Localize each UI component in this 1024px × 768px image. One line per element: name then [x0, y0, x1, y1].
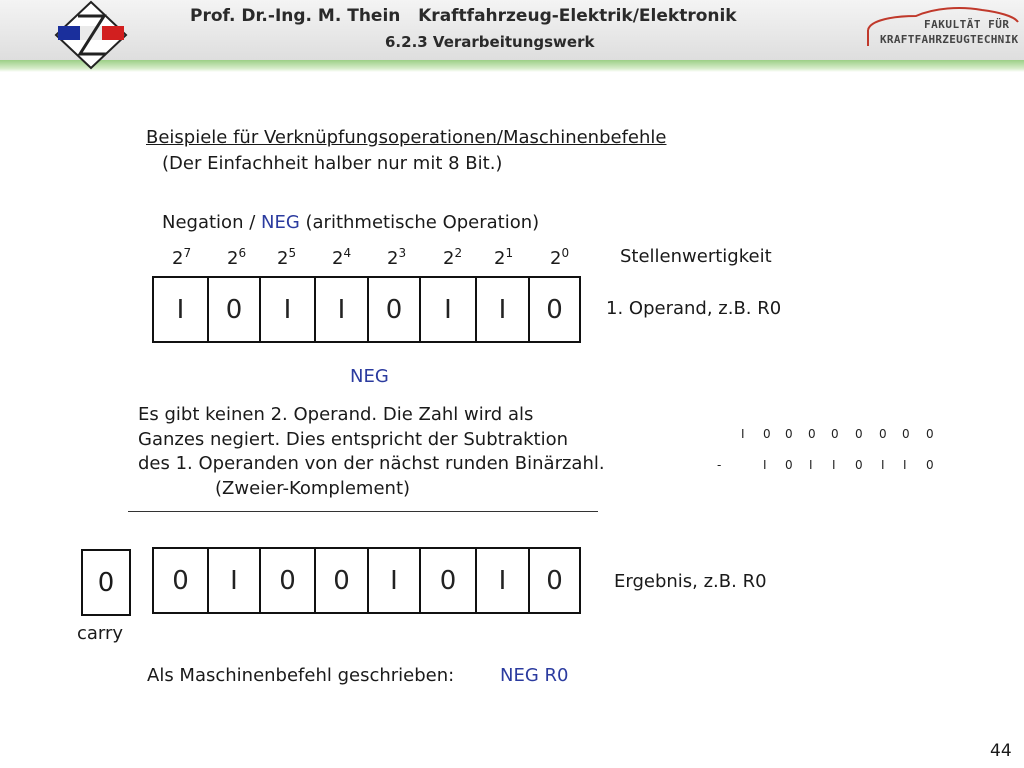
- minus-sign: -: [717, 458, 722, 472]
- result-bit: I: [477, 549, 530, 612]
- operand-bit: I: [154, 278, 209, 341]
- section-title: 6.2.3 Verarbeitungswerk: [385, 33, 595, 51]
- carry-label: carry: [77, 623, 124, 644]
- place-value-2: $2^2$: [443, 246, 463, 269]
- place-value-7: $2^7$: [172, 246, 192, 269]
- place-value-4: $2^4$: [332, 246, 352, 269]
- place-value-label: Stellenwertigkeit: [620, 246, 772, 267]
- subtrahend-digit: I: [903, 458, 907, 472]
- operation-marker: NEG: [350, 366, 389, 387]
- subtrahend-digit: I: [763, 458, 767, 472]
- minuend-digit: 0: [763, 427, 771, 441]
- machine-instruction-text: Als Maschinenbefehl geschrieben:: [147, 665, 455, 686]
- faculty-logo-line1: FAKULTÄT FÜR: [924, 18, 1010, 31]
- result-register: [152, 547, 581, 614]
- explanation-line-1: Es gibt keinen 2. Operand. Die Zahl wird als: [138, 404, 534, 425]
- subtrahend-digit: I: [881, 458, 885, 472]
- minuend-digit: 0: [926, 427, 934, 441]
- subtrahend-digit: 0: [926, 458, 934, 472]
- intro-note: (Der Einfachheit halber nur mit 8 Bit.): [162, 153, 503, 174]
- place-value-3: $2^3$: [387, 246, 407, 269]
- operation-title: [162, 212, 539, 233]
- result-bit: 0: [154, 549, 209, 612]
- minuend-digit: 0: [808, 427, 816, 441]
- faculty-logo-line2: KRAFTFAHRZEUGTECHNIK: [880, 33, 1019, 46]
- result-bit: 0: [546, 565, 563, 596]
- subtrahend-digit: 0: [785, 458, 793, 472]
- result-bit: I: [209, 549, 261, 612]
- result-bit: I: [369, 549, 421, 612]
- operand-bit: I: [421, 278, 477, 341]
- minuend-digit: 0: [902, 427, 910, 441]
- operand-bit: 0: [546, 294, 563, 325]
- place-value-5: $2^5$: [277, 246, 297, 269]
- operation-suffix: (arithmetische Operation): [299, 212, 540, 233]
- result-divider: [128, 511, 598, 512]
- result-bit: 0: [316, 549, 369, 612]
- machine-instruction-code: NEG R0: [500, 665, 569, 686]
- operand-bit: I: [477, 278, 530, 341]
- result-bit: 0: [261, 549, 316, 612]
- operand-register: [152, 276, 581, 343]
- minuend-digit: 0: [831, 427, 839, 441]
- header-divider: [0, 60, 1024, 72]
- operand-bit: I: [316, 278, 369, 341]
- subtrahend-digit: 0: [855, 458, 863, 472]
- place-value-0: $2^0$: [550, 246, 570, 269]
- minuend-digit: 0: [785, 427, 793, 441]
- page-number: 44: [990, 741, 1012, 761]
- result-label: Ergebnis, z.B. R0: [614, 571, 767, 592]
- carry-register: 0: [81, 549, 131, 616]
- page-title: Prof. Dr.-Ing. M. Thein Kraftfahrzeug-Elektrik/Elektronik: [190, 6, 737, 26]
- operand-bit: I: [261, 278, 316, 341]
- explanation-line-3: des 1. Operanden von der nächst runden Binärzahl.: [138, 453, 605, 474]
- faculty-logo: [864, 4, 1020, 50]
- minuend-digit: 0: [855, 427, 863, 441]
- place-value-1: $2^1$: [494, 246, 514, 269]
- minuend-digit: I: [741, 427, 745, 441]
- explanation-line-2: Ganzes negiert. Dies entspricht der Subtraktion: [138, 429, 569, 450]
- operand-bit: 0: [369, 278, 421, 341]
- explanation-line-4: (Zweier-Komplement): [215, 478, 411, 499]
- minuend-digit: 0: [879, 427, 887, 441]
- operand-label: 1. Operand, z.B. R0: [606, 298, 782, 319]
- university-logo-icon: [54, 0, 128, 70]
- place-value-6: $2^6$: [227, 246, 247, 269]
- subtrahend-digit: I: [832, 458, 836, 472]
- result-bit: 0: [421, 549, 477, 612]
- operation-name: NEG: [260, 212, 300, 233]
- subtrahend-digit: I: [809, 458, 813, 472]
- operation-prefix: Negation /: [162, 212, 261, 233]
- operand-bit: 0: [209, 278, 261, 341]
- intro-heading: Beispiele für Verknüpfungsoperationen/Maschinenbefehle: [146, 127, 667, 148]
